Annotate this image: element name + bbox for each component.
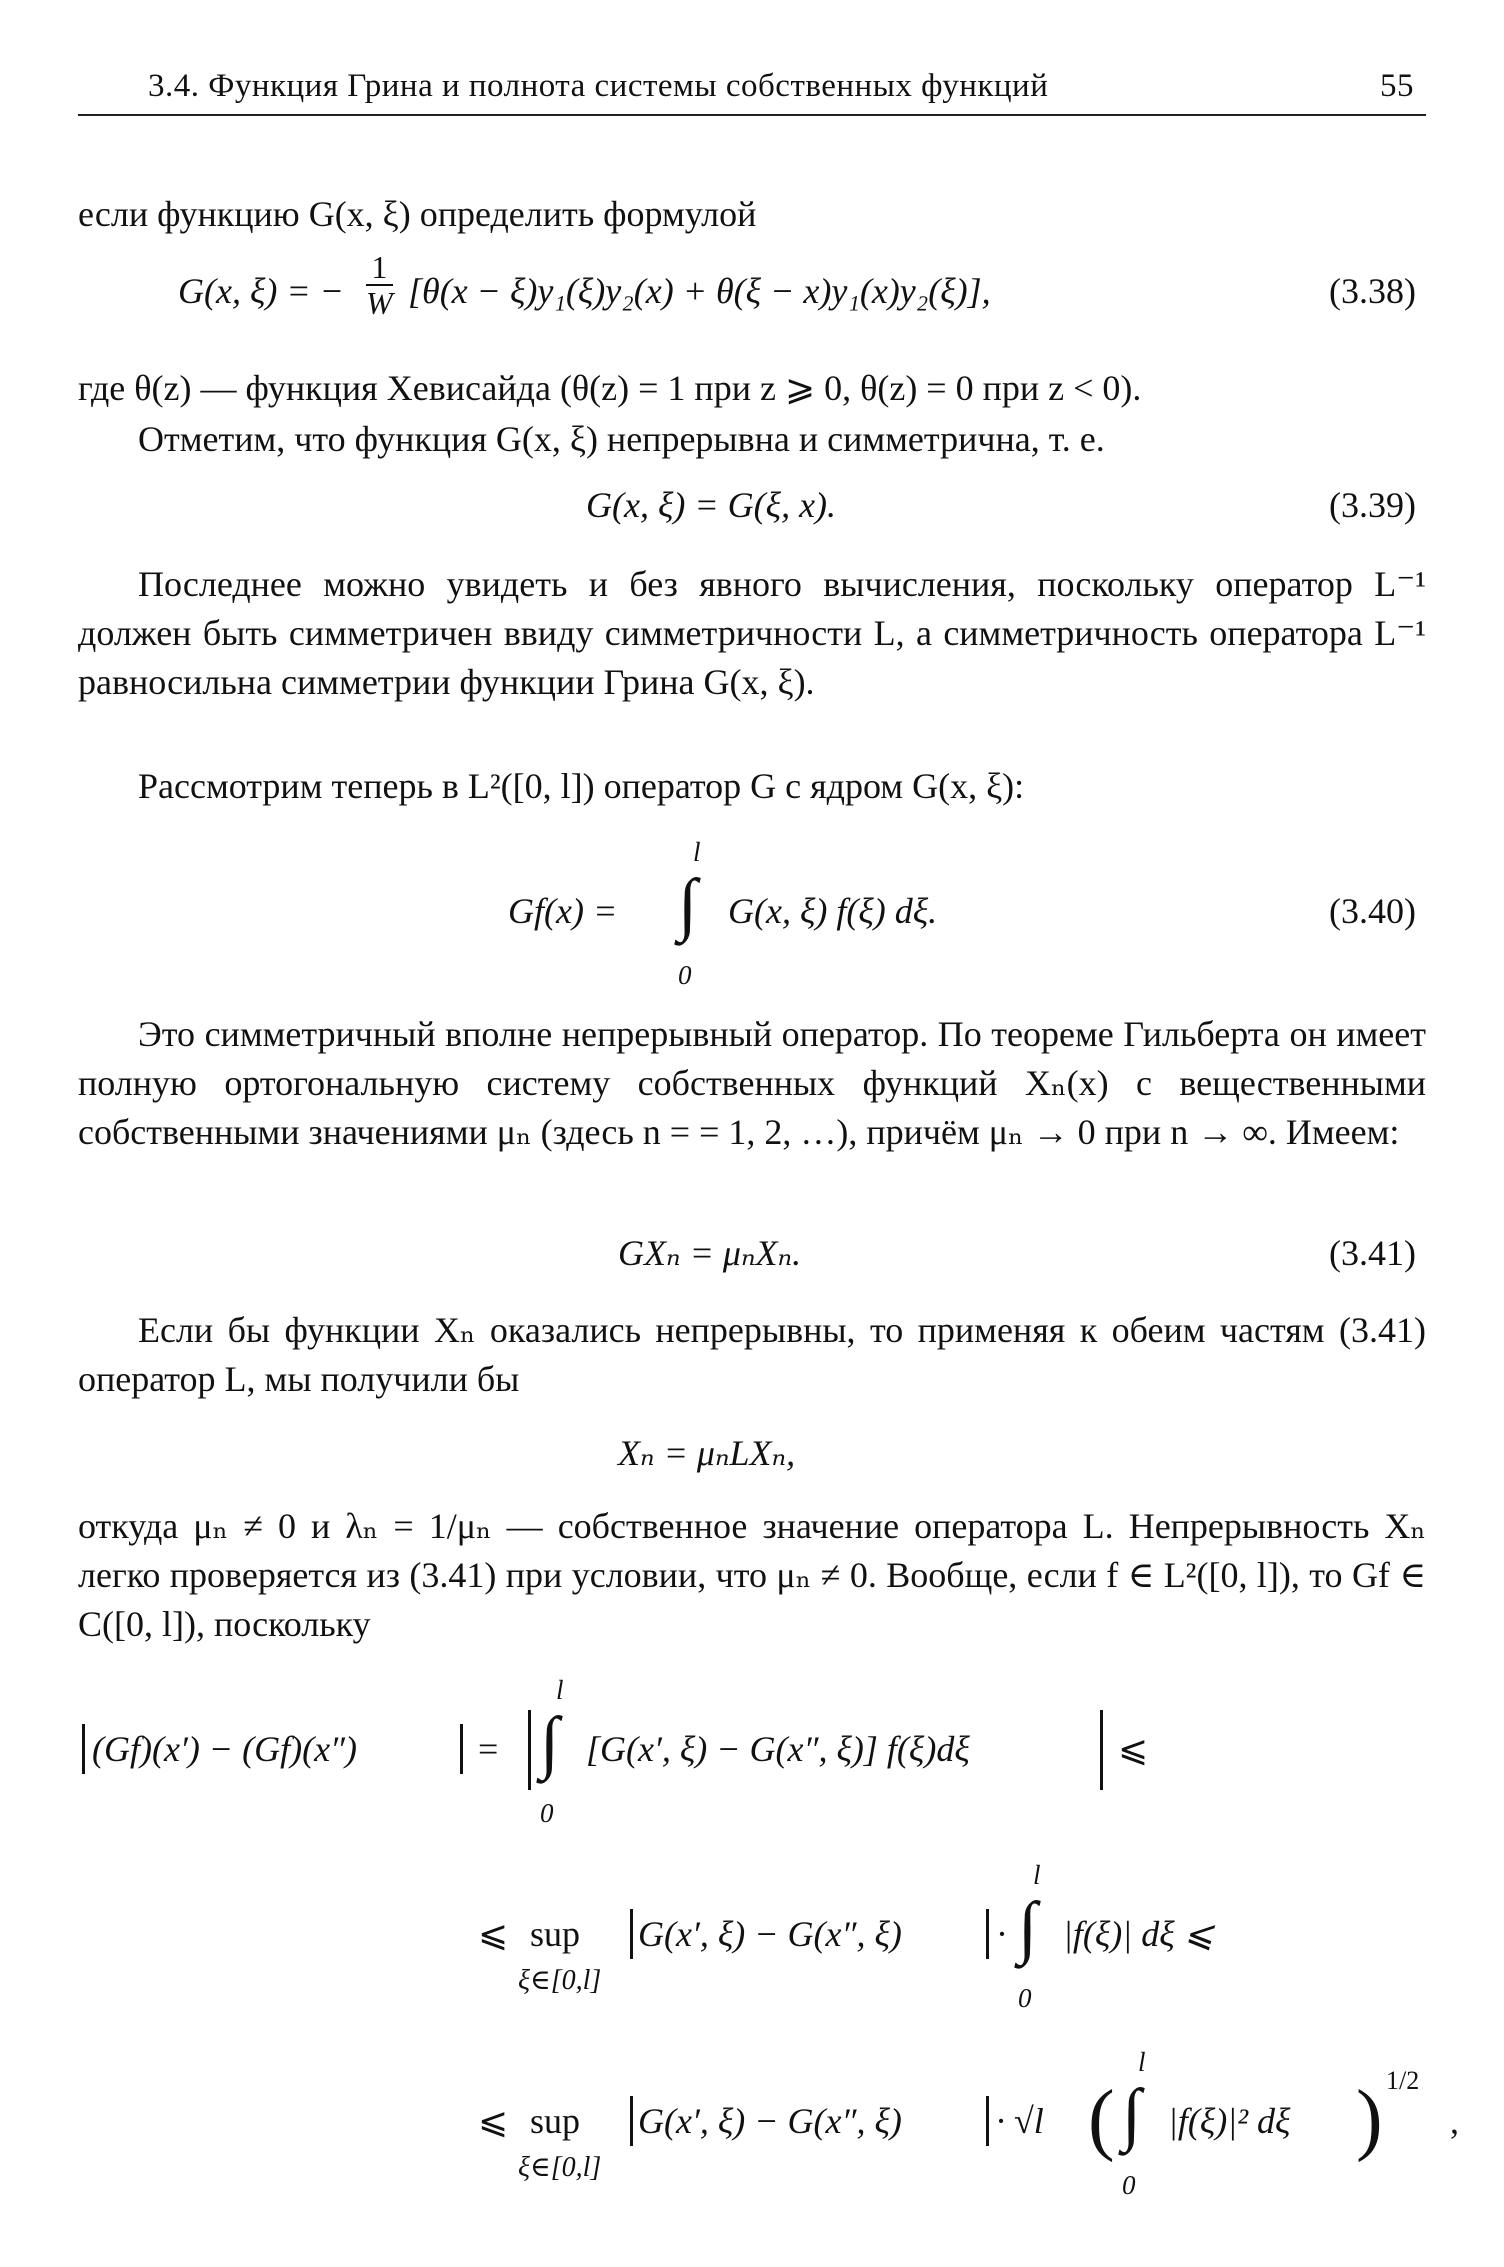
ineq1-integrand: [G(x′, ξ) − G(x″, ξ)] f(ξ)dξ bbox=[586, 1729, 970, 1769]
eq-3-38-fraction bbox=[366, 250, 393, 320]
equation-3-41 bbox=[78, 1232, 1426, 1292]
equation-number: (3.41) bbox=[1329, 1233, 1416, 1273]
ineq1-equals: = bbox=[478, 1729, 499, 1769]
inequality-line-3 bbox=[78, 2047, 1459, 2212]
ineq3-dot-sqrt: · √l bbox=[996, 2101, 1044, 2141]
paragraph-2: где θ(z) — функция Хевисайда (θ(z) = 1 при z ⩾ 0, θ(z) = 0 при z < 0). bbox=[78, 368, 1142, 408]
equation-3-38 bbox=[78, 249, 1426, 322]
inequality-line-1 bbox=[78, 1675, 1426, 1840]
fraction-numerator: 1 bbox=[366, 250, 393, 286]
power-exponent: 1/2 bbox=[1386, 2066, 1420, 2095]
inequality-line-2 bbox=[78, 1860, 1426, 2025]
ineq3-relation: ⩽ bbox=[478, 2101, 509, 2141]
eq-3-39-body: G(x, ξ) = G(ξ, x). bbox=[586, 485, 837, 525]
ineq1-relation: ⩽ bbox=[1118, 1729, 1149, 1769]
sup-operator: sup bbox=[530, 1914, 581, 1954]
sup-subscript: ξ∈[0,l] bbox=[518, 2152, 602, 2183]
integral-lower-limit: 0 bbox=[1018, 1983, 1032, 2013]
paragraph-8: откуда μₙ ≠ 0 и λₙ = 1/μₙ — собственное значение оператора L. Непрерывность Xₙ легко проверяется из (3.41) при условии, что μₙ ≠ 0. Вообще, если f ∈ L²([0, l]), то Gf ∈ C([0, l]), поскольку bbox=[78, 1506, 1426, 1644]
eq-3-38-rhs: [θ(x − ξ)y₁(ξ)y₂(x) + θ(ξ − x)y₁(x)y₂(ξ)], bbox=[408, 271, 991, 311]
equation-3-40 bbox=[78, 837, 1426, 992]
paragraph-3: Отметим, что функция G(x, ξ) непрерывна и симметрична, т. е. bbox=[138, 419, 1105, 459]
ineq3-body: G(x′, ξ) − G(x″, ξ) bbox=[638, 2101, 902, 2141]
sup-subscript: ξ∈[0,l] bbox=[518, 1965, 602, 1996]
eq-3-40-lhs: Gf(x) = bbox=[508, 891, 618, 931]
eq-3-40-integrand: G(x, ξ) f(ξ) dξ. bbox=[728, 891, 938, 931]
integral-sign: ∫ bbox=[540, 1704, 560, 1781]
ineq2-body: G(x′, ξ) − G(x″, ξ) bbox=[638, 1914, 902, 1954]
ineq3-tail: , bbox=[1450, 2101, 1459, 2141]
integral-sign: ∫ bbox=[1018, 1889, 1038, 1966]
page-number: 55 bbox=[1380, 68, 1414, 104]
integral-upper-limit: l bbox=[1138, 2047, 1146, 2077]
paragraph-4: Последнее можно увидеть и без явного вычисления, поскольку оператор L⁻¹ должен быть симметричен ввиду симметричности L, а симметричность оператора L⁻¹ равносильна симметрии функции Грина G(x, ξ). bbox=[78, 564, 1426, 702]
paragraph-6: Это симметричный вполне непрерывный оператор. По теореме Гильберта он имеет полную ортогональную систему собственных функций Xₙ(x) с вещественными собственными значениями μₙ (здесь n = = 1, 2, …), причём μₙ → 0 при n → ∞. Имеем: bbox=[78, 1014, 1426, 1152]
ineq2-integrand: |f(ξ)| dξ ⩽ bbox=[1063, 1914, 1214, 1954]
paragraph-5: Рассмотрим теперь в L²([0, l]) оператор G с ядром G(x, ξ): bbox=[138, 766, 1025, 806]
integral-upper-limit: l bbox=[1033, 1860, 1041, 1890]
integral-lower-limit: 0 bbox=[1122, 2170, 1136, 2200]
eq-3-38-lhs: G(x, ξ) = − bbox=[178, 271, 344, 311]
paragraph-7: Если бы функции Xₙ оказались непрерывны, то применяя к обеим частям (3.41) оператор L, мы получили бы bbox=[78, 1310, 1426, 1399]
sup-operator: sup bbox=[530, 2101, 581, 2141]
integral-lower-limit: 0 bbox=[540, 1798, 554, 1828]
integral-upper-limit: l bbox=[693, 837, 701, 867]
paragraph-1: если функцию G(x, ξ) определить формулой bbox=[78, 194, 757, 234]
integral-sign: ∫ bbox=[678, 866, 698, 943]
right-paren: ) bbox=[1356, 2075, 1383, 2163]
eq-3-41-body: GXₙ = μₙXₙ. bbox=[618, 1233, 802, 1273]
integral-lower-limit: 0 bbox=[678, 960, 692, 990]
ineq1-lhs: (Gf)(x′) − (Gf)(x″) bbox=[92, 1729, 358, 1769]
section-title: 3.4. Функция Грина и полнота системы собственных функций bbox=[148, 68, 1049, 104]
running-header bbox=[78, 62, 1426, 116]
eq-unnumbered-body: Xₙ = μₙLXₙ, bbox=[618, 1433, 796, 1473]
ineq2-relation: ⩽ bbox=[478, 1914, 509, 1954]
equation-number: (3.39) bbox=[1329, 485, 1416, 525]
equation-3-39 bbox=[78, 484, 1426, 544]
fraction-denominator: W bbox=[366, 285, 393, 321]
integral-sign: ∫ bbox=[1122, 2076, 1142, 2153]
integral-upper-limit: l bbox=[556, 1675, 564, 1705]
left-paren: ( bbox=[1088, 2075, 1115, 2163]
ineq2-dot: · bbox=[996, 1914, 1008, 1954]
ineq3-integrand: |f(ξ)|² dξ bbox=[1168, 2101, 1291, 2141]
equation-number: (3.38) bbox=[1329, 271, 1416, 311]
equation-unnumbered bbox=[78, 1432, 1426, 1492]
equation-number: (3.40) bbox=[1329, 891, 1416, 931]
